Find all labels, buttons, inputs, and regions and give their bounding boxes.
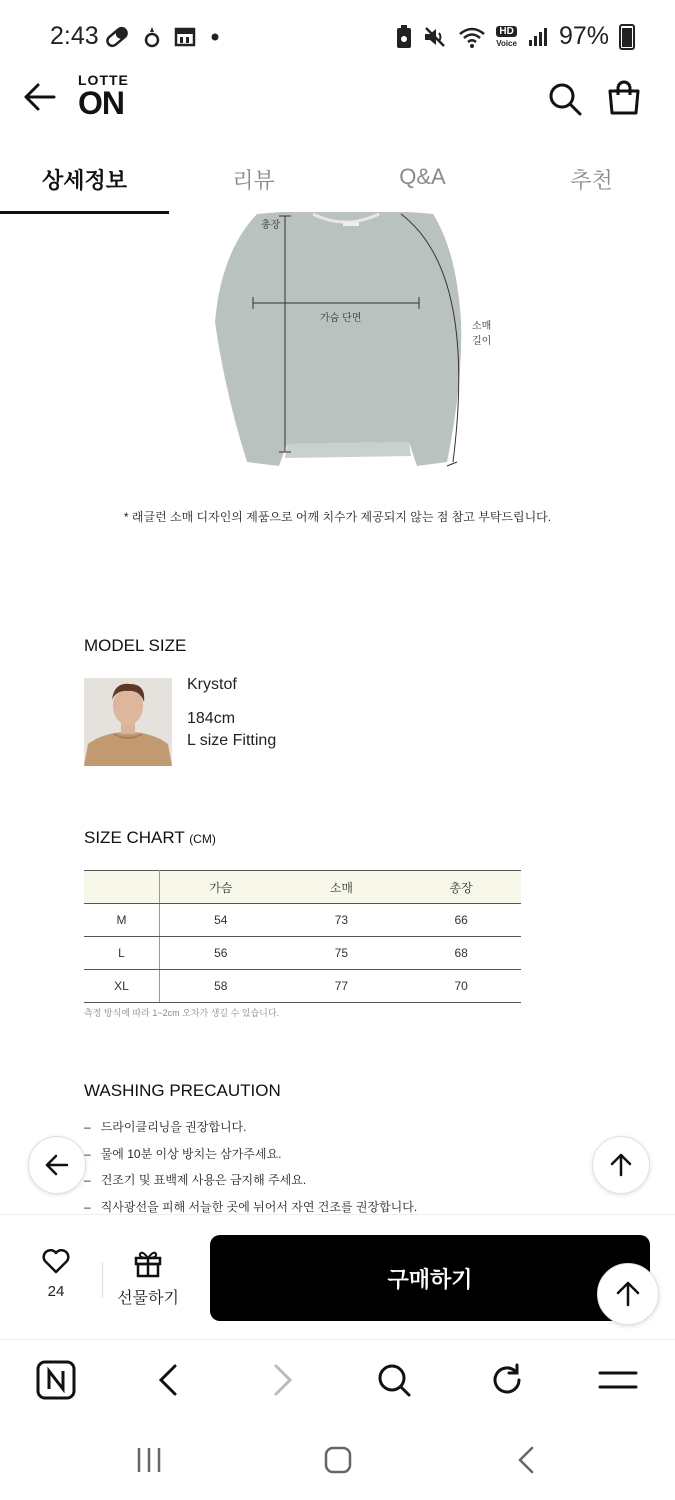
- battery-icon: [619, 24, 635, 50]
- browser-refresh-button[interactable]: [487, 1360, 527, 1400]
- dot-icon: [210, 32, 220, 42]
- naver-home-button[interactable]: [36, 1360, 76, 1400]
- table-header-cell: [84, 871, 160, 904]
- table-header-cell: 가슴: [160, 871, 282, 904]
- chest-cell: 54: [160, 904, 282, 937]
- system-back-button[interactable]: [514, 1445, 538, 1480]
- length-cell: 66: [401, 904, 521, 937]
- hd-voice-top: HD: [496, 26, 516, 37]
- logo-main-text: ON: [78, 85, 124, 121]
- browser-back-button[interactable]: [148, 1360, 188, 1400]
- size-cell: L: [84, 937, 160, 970]
- sleeve-cell: 77: [282, 970, 402, 1003]
- chest-cell: 56: [160, 937, 282, 970]
- chevron-left-icon: [156, 1363, 180, 1397]
- shopping-bag-icon: [607, 80, 641, 116]
- battery-percent: 97%: [558, 22, 609, 50]
- status-bar: [0, 0, 675, 76]
- naver-n-icon: [36, 1360, 76, 1400]
- wifi-icon: [458, 25, 486, 49]
- hamburger-menu-icon: [598, 1367, 638, 1393]
- washing-item-text: 물에 10분 이상 방치는 삼가주세요.: [100, 1146, 282, 1161]
- tab-qna[interactable]: Q&A: [399, 164, 446, 189]
- tab-review[interactable]: 리뷰: [232, 168, 275, 193]
- status-right: [396, 22, 635, 51]
- washing-item-text: 건조기 및 표백제 사용은 금지해 주세요.: [100, 1173, 307, 1187]
- search-icon: [376, 1362, 412, 1398]
- sleeve-cell: 75: [282, 937, 402, 970]
- model-photo: [84, 678, 172, 766]
- chevron-left-icon: [514, 1445, 538, 1475]
- size-chart-title-text: SIZE CHART: [84, 828, 185, 847]
- table-row: [84, 970, 521, 1003]
- recent-apps-button[interactable]: [134, 1445, 164, 1480]
- signal-icon: [527, 26, 549, 48]
- table-header-cell: 소매: [282, 871, 402, 904]
- list-item: [84, 1118, 417, 1145]
- list-item: [84, 1171, 417, 1198]
- arrow-up-icon: [610, 1152, 632, 1178]
- detail-tabs: [0, 152, 675, 216]
- washing-title: WASHING PRECAUTION: [84, 1081, 281, 1100]
- label-sleeve: 소매길이: [472, 321, 492, 347]
- arrow-up-icon: [616, 1280, 640, 1308]
- sleeve-cell: 73: [282, 904, 402, 937]
- label-length: 총장: [261, 220, 281, 231]
- calendar-grid-icon: [174, 26, 196, 48]
- bullet: –: [84, 1120, 91, 1134]
- home-square-icon: [323, 1445, 353, 1475]
- model-portrait-image: [84, 678, 172, 766]
- size-chart-unit: (CM): [189, 832, 216, 846]
- model-size-title: MODEL SIZE: [84, 636, 187, 655]
- size-chart-note: 측정 방식에 따라 1~2cm 오차가 생길 수 있습니다.: [84, 1008, 280, 1018]
- arrow-left-icon: [22, 82, 58, 112]
- sweater-measurement-diagram: [195, 212, 495, 474]
- size-cell: XL: [84, 970, 160, 1003]
- tab-recommend[interactable]: 추천: [570, 168, 613, 193]
- like-button[interactable]: [28, 1248, 84, 1308]
- android-navigation-bar: [0, 1425, 675, 1500]
- model-fit: L size Fitting: [187, 732, 277, 749]
- buy-button[interactable]: 구매하기: [210, 1235, 650, 1321]
- model-height: 184cm: [187, 710, 236, 727]
- sweater-note: * 래글런 소매 디자인의 제품으로 어깨 치수가 제공되지 않는 점 참고 부탁드립니다.: [123, 510, 552, 524]
- battery-saver-icon: [396, 25, 412, 49]
- table-header-row: [84, 871, 521, 904]
- status-left-icons: [104, 24, 220, 50]
- size-cell: M: [84, 904, 160, 937]
- model-name: Krystof: [187, 676, 237, 693]
- arrow-left-icon: [44, 1154, 70, 1176]
- scroll-to-top-button[interactable]: [597, 1263, 659, 1325]
- list-item: [84, 1145, 417, 1172]
- cart-button[interactable]: [607, 80, 641, 116]
- mute-icon: [422, 25, 448, 49]
- lotte-on-logo[interactable]: [78, 72, 129, 121]
- sweater-image: [195, 212, 495, 474]
- tab-detail[interactable]: 상세정보: [41, 168, 127, 193]
- divider: [102, 1262, 103, 1298]
- table-row: [84, 937, 521, 970]
- search-icon: [548, 82, 582, 116]
- browser-menu-button[interactable]: [598, 1360, 638, 1400]
- hd-voice-icon: [496, 26, 517, 48]
- heart-icon: [42, 1248, 70, 1274]
- table-header-cell: 총장: [401, 871, 521, 904]
- washing-list: [84, 1118, 417, 1224]
- status-time: 2:43: [50, 22, 99, 50]
- logo-top-text: LOTTE: [78, 72, 129, 88]
- back-button[interactable]: [22, 82, 58, 112]
- floating-back-button[interactable]: [28, 1136, 86, 1194]
- washing-item-text: 직사광선을 피해 서늘한 곳에 뉘어서 자연 건조를 권장합니다.: [100, 1199, 418, 1214]
- gift-label: 선물하기: [117, 1290, 179, 1307]
- chest-cell: 58: [160, 970, 282, 1003]
- bullet: –: [84, 1146, 91, 1161]
- browser-forward-button[interactable]: [263, 1360, 303, 1400]
- bullet: –: [84, 1173, 91, 1187]
- like-count: 24: [47, 1283, 65, 1300]
- gift-button[interactable]: [112, 1248, 184, 1308]
- gift-icon: [133, 1248, 163, 1278]
- length-cell: 68: [401, 937, 521, 970]
- chevron-right-icon: [271, 1363, 295, 1397]
- browser-toolbar: [0, 1339, 675, 1426]
- browser-search-button[interactable]: [374, 1360, 414, 1400]
- active-tab-indicator: [0, 211, 169, 214]
- length-cell: 70: [401, 970, 521, 1003]
- table-row: [84, 904, 521, 937]
- recent-apps-icon: [134, 1445, 164, 1475]
- washing-item-text: 드라이클리닝을 권장합니다.: [100, 1120, 247, 1134]
- hd-voice-bottom: Voice: [496, 38, 517, 48]
- label-chest: 가슴 단면: [320, 313, 362, 324]
- floating-up-button[interactable]: [592, 1136, 650, 1194]
- home-button[interactable]: [323, 1445, 353, 1480]
- refresh-icon: [489, 1362, 525, 1398]
- lotus-icon: [144, 25, 160, 49]
- size-chart-title: [84, 828, 216, 848]
- pill-icon: [104, 24, 130, 50]
- search-button[interactable]: [548, 82, 582, 116]
- bullet: –: [84, 1199, 91, 1214]
- size-chart-table: [84, 870, 521, 1003]
